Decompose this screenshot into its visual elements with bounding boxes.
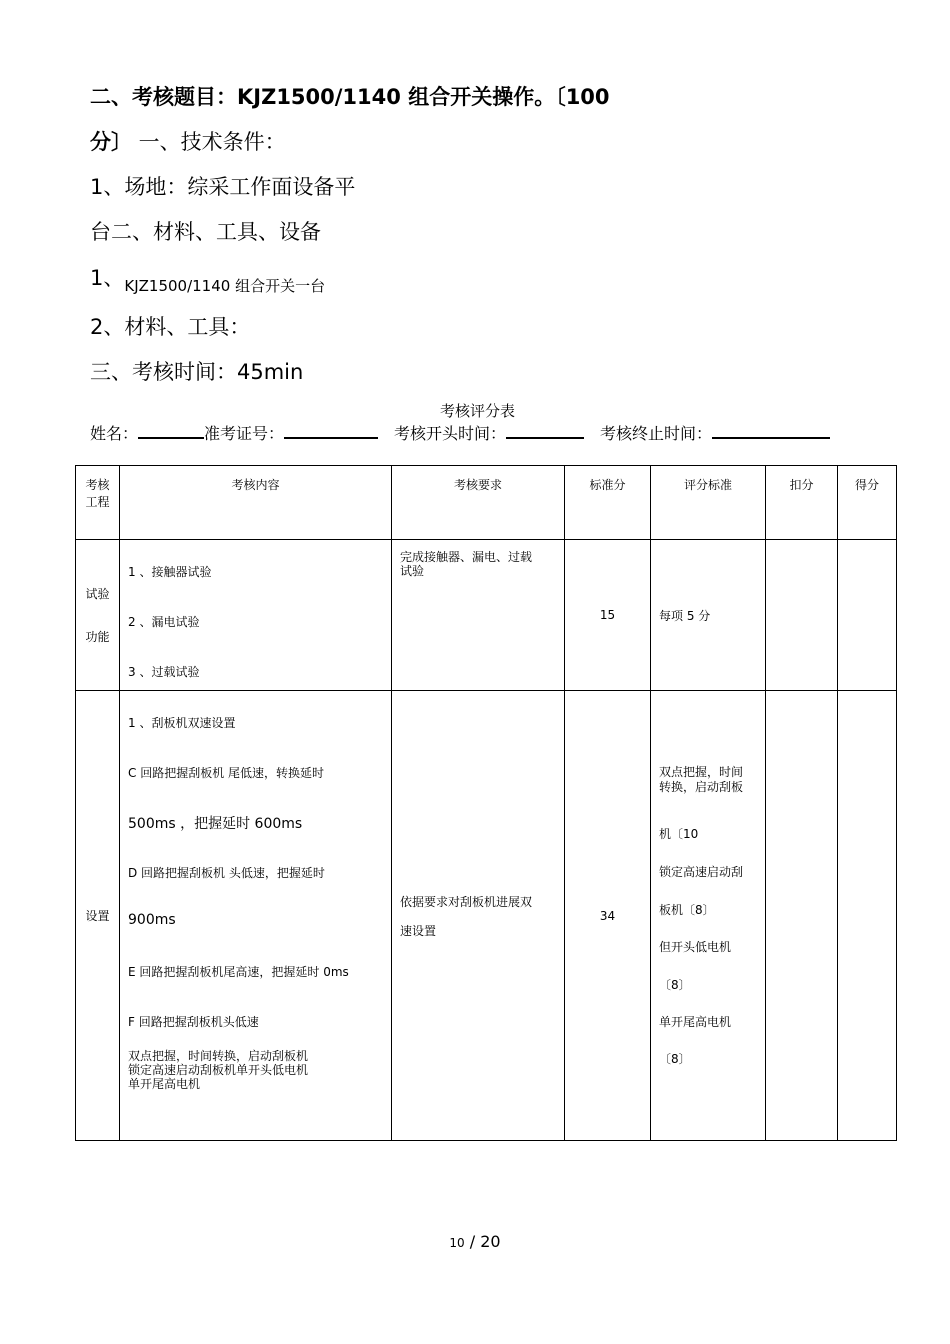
row2-score[interactable] [838,691,897,1141]
equipment-text: KJZ1500/1140 组合开关一台 [124,277,326,295]
score-table [75,465,897,1141]
exam-time-line: 三、考核时间：45min [90,360,304,384]
row1-content: 1 、接触器试验 2 、漏电试验 3 、过载试验 [120,540,392,691]
row1-standard-score: 15 [565,540,651,691]
row1-item: 试验 功能 [76,540,120,691]
header-item: 考核 工程 [76,466,120,540]
header-criteria: 评分标准 [651,466,766,540]
row2-item: 设置 [76,691,120,1141]
candidate-info-line [90,421,830,444]
row2-requirement: 依据要求对刮板机进展双 速设置 [392,691,565,1141]
start-time-field[interactable] [506,423,584,439]
start-time-label: 考核开头时间： [394,424,507,443]
row2-criteria: 双点把握，时间 转换，启动刮板 机〔10 锁定高速启动刮 板机〔8〕 但开头低电机 〔8〕 单开尾高电机 〔8〕 [651,691,766,1141]
page-total: 20 [480,1232,501,1251]
exam-title-continued [90,126,286,156]
header-standard-score: 标准分 [565,466,651,540]
exam-title: 二、考核题目：KJZ1500/1140 组合开关操作。〔100 [90,85,610,109]
row2-content-note: 双点把握，时间转换，启动刮板机 锁定高速启动刮板机单开头低电机 单开尾高电机 [128,1049,309,1091]
row2-standard-score: 34 [565,691,651,1141]
name-field[interactable] [138,423,204,439]
equipment-prefix: 1、 [90,266,125,290]
page-current: 10 [449,1236,465,1250]
row2-content: 1 、刮板机双速设置 C 回路把握刮板机 尾低速，转换延时 500ms ，把握延时 600ms D 回路把握刮板机 头低速，把握延时 900ms E 回路把握刮板机尾高速，把握延时 0ms F 回路把握刮板机头低速 双点把握，时间转换，启动刮板机 锁定高速启动刮板机单开头低电机 单开尾高电机 [120,691,392,1141]
name-label: 姓名： [90,424,139,443]
page-number [0,1232,950,1251]
id-label: 准考证号： [204,424,285,443]
id-field[interactable] [284,423,378,439]
materials-section: 台二、材料、工具、设备 [90,220,321,244]
header-deduction: 扣分 [766,466,838,540]
row1-score[interactable] [838,540,897,691]
row1-requirement: 完成接触器、漏电、过载 试验 [392,540,565,691]
venue-line: 1、场地：综采工作面设备平 [90,175,356,199]
section-tech-conditions: 一、技术条件： [132,130,286,154]
row1-deduction[interactable] [766,540,838,691]
score-sheet-title: 考核评分表 [439,402,515,420]
end-time-label: 考核终止时间： [600,424,713,443]
header-content: 考核内容 [120,466,392,540]
page-separator: / [464,1232,481,1251]
row2-deduction[interactable] [766,691,838,1141]
end-time-field[interactable] [712,423,830,439]
header-score: 得分 [838,466,897,540]
header-requirement: 考核要求 [392,466,565,540]
score-unit: 分〕 [90,130,132,154]
row1-criteria: 每项 5 分 [651,540,766,691]
table-row [76,540,897,691]
table-row [76,691,897,1141]
table-header-row [76,466,897,540]
tools-line: 2、材料、工具： [90,315,251,339]
equipment-line [90,262,326,295]
